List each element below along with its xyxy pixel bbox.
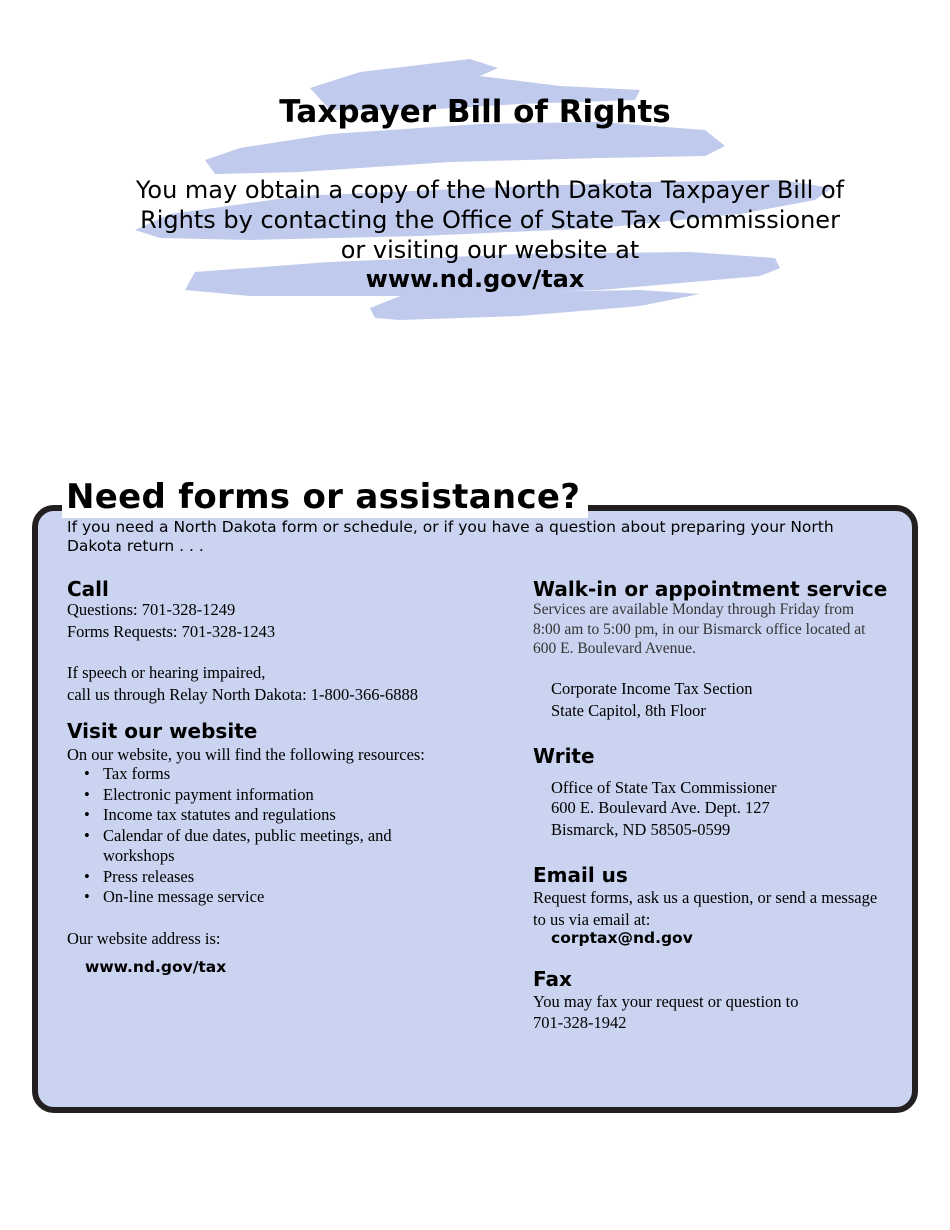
email-line-1: Request forms, ask us a question, or send a message bbox=[533, 888, 878, 907]
panel-title: Need forms or assistance? bbox=[62, 476, 588, 518]
walkin-floor: State Capitol, 8th Floor bbox=[551, 701, 706, 720]
list-item: • Income tax statutes and regulations bbox=[84, 805, 424, 826]
website-address-label: Our website address is: bbox=[67, 929, 221, 948]
walkin-line-2: 8:00 am to 5:00 pm, in our Bismarck office located at bbox=[533, 621, 866, 638]
walkin-section: Corporate Income Tax Section bbox=[551, 679, 753, 698]
website-address-link[interactable]: www.nd.gov/tax bbox=[85, 958, 227, 976]
forms-phone: Forms Requests: 701-328-1243 bbox=[67, 622, 276, 641]
list-item: • On-line message service bbox=[84, 887, 424, 908]
list-item: • Electronic payment information bbox=[84, 785, 424, 806]
write-address-2: 600 E. Boulevard Ave. Dept. 127 bbox=[551, 798, 770, 817]
website-heading: Visit our website bbox=[67, 719, 258, 743]
list-item: • Tax forms bbox=[84, 764, 424, 785]
impaired-line-2: call us through Relay North Dakota: 1-800-366-6888 bbox=[67, 685, 419, 704]
website-intro: On our website, you will find the following resources: bbox=[67, 745, 425, 764]
fax-heading: Fax bbox=[533, 967, 572, 991]
write-heading: Write bbox=[533, 744, 595, 768]
walkin-line-1: Services are available Monday through Friday from bbox=[533, 601, 855, 618]
bill-of-rights-title: Taxpayer Bill of Rights bbox=[279, 94, 671, 130]
write-address-1: Office of State Tax Commissioner bbox=[551, 778, 777, 797]
bill-of-rights-url[interactable]: www.nd.gov/tax bbox=[365, 265, 585, 293]
questions-phone: Questions: 701-328-1249 bbox=[67, 600, 236, 619]
bill-of-rights-text: You may obtain a copy of the North Dakota Taxpayer Bill of Rights by contacting the Office of State Tax Commissioner or visiting our website at bbox=[135, 176, 845, 264]
email-line-2: to us via email at: bbox=[533, 910, 651, 929]
call-heading: Call bbox=[67, 577, 109, 601]
walkin-heading: Walk-in or appointment service bbox=[533, 577, 888, 601]
panel-intro: If you need a North Dakota form or schedule, or if you have a question about preparing your North Dakota return . . . bbox=[67, 518, 834, 555]
list-item: • Calendar of due dates, public meetings, and workshops bbox=[84, 826, 424, 867]
impaired-line-1: If speech or hearing impaired, bbox=[67, 663, 266, 682]
email-address-link[interactable]: corptax@nd.gov bbox=[551, 929, 693, 947]
walkin-line-3: 600 E. Boulevard Avenue. bbox=[533, 640, 696, 657]
write-address-3: Bismarck, ND 58505-0599 bbox=[551, 820, 731, 839]
fax-line-1: You may fax your request or question to bbox=[533, 992, 799, 1011]
resource-list bbox=[84, 764, 424, 908]
fax-number: 701-328-1942 bbox=[533, 1013, 627, 1032]
list-item: • Press releases bbox=[84, 867, 424, 888]
email-heading: Email us bbox=[533, 863, 628, 887]
